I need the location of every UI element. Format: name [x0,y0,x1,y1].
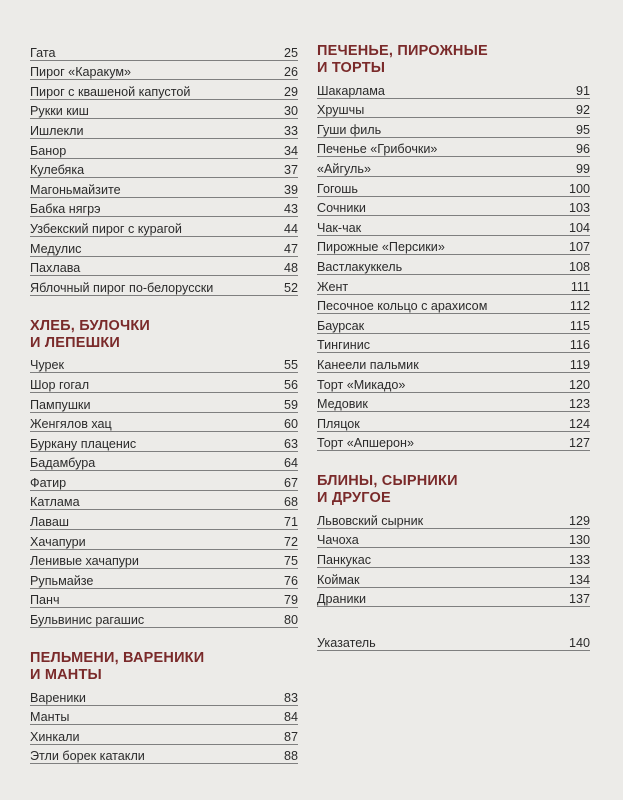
toc-entry[interactable] [30,550,298,570]
heading-line: И ДРУГОЕ [317,490,391,507]
toc-entry[interactable] [30,237,298,257]
entry-page: 76 [283,573,298,588]
toc-entry[interactable] [30,61,298,81]
entry-title: Гогошь [317,181,358,196]
toc-entry[interactable] [30,257,298,277]
toc-entry[interactable] [30,139,298,159]
entry-page: 71 [283,515,298,530]
toc-entry[interactable] [30,706,298,726]
toc-entry[interactable] [317,157,590,177]
heading-line: И ТОРТЫ [317,60,386,76]
entry-page: 95 [575,122,590,137]
entry-title: Пляцок [317,416,360,431]
entry-title: Сочники [317,201,366,216]
entry-title: Медулис [30,241,82,256]
entry-title: Гата [30,45,56,60]
entry-page: 116 [569,338,590,353]
entry-title: Указатель [317,635,376,650]
entry-title: Тингинис [317,338,371,353]
entry-title: Пирог с квашеной капустой [30,84,191,99]
entry-page: 112 [569,299,590,314]
entry-page: 124 [568,416,590,431]
entry-page: 60 [283,417,298,432]
entry-page: 127 [568,436,590,451]
entry-page: 63 [283,436,298,451]
toc-entry[interactable] [30,725,298,745]
entry-page: 103 [568,201,590,216]
dumplings-list [30,686,298,764]
entry-page: 123 [568,397,590,412]
toc-entry[interactable] [30,491,298,511]
entry-title: Канеели пальмик [317,357,419,372]
entry-page: 92 [575,103,590,118]
toc-entry[interactable] [30,589,298,609]
toc-entry[interactable] [317,275,590,295]
entry-page: 33 [283,123,298,138]
entry-title: Хинкали [30,729,80,744]
entry-title: Торт «Апшерон» [317,436,415,451]
entry-page: 107 [568,240,590,255]
entry-page: 91 [575,83,590,98]
entry-page: 140 [568,635,590,650]
entry-title: Чачоха [317,533,359,548]
entry-page: 55 [283,358,298,373]
toc-entry[interactable] [30,530,298,550]
toc-entry[interactable] [30,686,298,706]
entry-page: 44 [283,221,298,236]
entry-title: Яблочный пирог по-белорусски [30,280,214,295]
toc-entry[interactable] [30,198,298,218]
bread-list [30,354,298,628]
entry-page: 80 [283,613,298,628]
cakes-list [317,79,590,451]
entry-page: 99 [575,161,590,176]
entry-title: Магоньмайзите [30,182,121,197]
toc-entry[interactable] [317,216,590,236]
entry-page: 25 [283,45,298,60]
entry-title: Чурек [30,358,65,373]
entry-title: Вареники [30,690,86,705]
heading-line: ПЕЛЬМЕНИ, ВАРЕНИКИ [30,650,205,667]
toc-entry[interactable] [30,393,298,413]
index-entry[interactable] [317,631,590,651]
toc-entry[interactable] [317,548,590,568]
section-heading-cakes [317,43,590,77]
entry-title: Панч [30,593,60,608]
entry-title: Пампушки [30,397,91,412]
entry-title: Вастлакуккель [317,259,403,274]
entry-page: 47 [283,241,298,256]
toc-entry[interactable] [317,373,590,393]
entry-title: Манты [30,710,70,725]
entry-title: Бабка нягрэ [30,202,101,217]
entry-page: 43 [283,202,298,217]
pies-list [30,41,298,296]
right-column [317,41,590,651]
entry-title: Ишлекли [30,123,84,138]
toc-entry[interactable] [317,509,590,529]
toc-entry[interactable] [30,178,298,198]
heading-line: ПЕЧЕНЬЕ, ПИРОЖНЫЕ [317,43,488,59]
entry-title: Фатир [30,475,67,490]
toc-entry[interactable] [317,393,590,413]
toc-entry[interactable] [317,432,590,452]
toc-entry[interactable] [30,80,298,100]
toc-entry[interactable] [30,432,298,452]
toc-entry[interactable] [30,510,298,530]
entry-title: Катлама [30,495,80,510]
entry-page: 87 [283,729,298,744]
entry-page: 129 [568,513,590,528]
entry-page: 134 [568,572,590,587]
entry-page: 52 [283,280,298,295]
entry-page: 68 [283,495,298,510]
toc-entry[interactable] [317,177,590,197]
entry-title: Шор гогал [30,377,90,392]
toc-entry[interactable] [317,412,590,432]
entry-title: Медовик [317,397,368,412]
entry-title: Банор [30,143,67,158]
entry-title: Печенье «Грибочки» [317,142,438,157]
section-heading-bread [30,318,298,352]
entry-title: Гуши филь [317,122,382,137]
toc-entry[interactable] [317,138,590,158]
entry-title: Лаваш [30,515,69,530]
heading-line: БЛИНЫ, СЫРНИКИ [317,473,458,490]
toc-entry[interactable] [317,314,590,334]
left-column [30,41,298,764]
toc-entry[interactable] [317,529,590,549]
toc-entry[interactable] [30,373,298,393]
entry-page: 56 [283,377,298,392]
entry-title: Жент [317,279,349,294]
entry-title: Рупьмайзе [30,573,94,588]
entry-page: 34 [283,143,298,158]
entry-title: Чак-чак [317,220,362,235]
toc-entry[interactable] [30,413,298,433]
toc-entry[interactable] [30,100,298,120]
entry-title: Хачапури [30,534,86,549]
entry-title: Кулебяка [30,163,85,178]
entry-title: Буркану плаценис [30,436,137,451]
toc-entry[interactable] [317,118,590,138]
entry-page: 75 [283,554,298,569]
entry-title: Торт «Микадо» [317,377,406,392]
toc-entry[interactable] [317,197,590,217]
toc-entry[interactable] [30,119,298,139]
section-heading-pancakes [317,473,590,507]
heading-line: И МАНТЫ [30,667,102,684]
toc-entry[interactable] [317,334,590,354]
entry-title: Бульвинис рагашис [30,613,145,628]
toc-entry[interactable] [30,41,298,61]
entry-page: 29 [283,84,298,99]
toc-entry[interactable] [30,569,298,589]
entry-page: 111 [570,279,590,294]
entry-page: 115 [569,318,590,333]
entry-page: 119 [569,357,590,372]
entry-page: 130 [568,533,590,548]
entry-title: Рукки киш [30,104,89,119]
toc-entry[interactable] [30,354,298,374]
entry-page: 67 [283,475,298,490]
entry-title: «Айгуль» [317,161,371,176]
toc-entry[interactable] [30,452,298,472]
entry-title: Шакарлама [317,83,385,98]
entry-title: Хрушчы [317,103,365,118]
entry-page: 96 [575,142,590,157]
entry-page: 39 [283,182,298,197]
entry-page: 84 [283,710,298,725]
toc-entry[interactable] [317,295,590,315]
entry-title: Ленивые хачапури [30,554,139,569]
entry-title: Этли борек катакли [30,749,145,764]
entry-page: 120 [568,377,590,392]
entry-page: 79 [283,593,298,608]
entry-page: 100 [568,181,590,196]
entry-page: 48 [283,261,298,276]
entry-page: 108 [568,259,590,274]
entry-page: 59 [283,397,298,412]
toc-entry[interactable] [317,236,590,256]
toc-entry[interactable] [30,159,298,179]
spacer [317,607,590,631]
entry-title: Узбекский пирог с курагой [30,221,182,236]
entry-page: 137 [568,592,590,607]
heading-line: И ЛЕПЕШКИ [30,334,121,351]
entry-page: 37 [283,163,298,178]
entry-title: Пахлава [30,261,81,276]
toc-entry[interactable] [317,79,590,99]
toc-entry[interactable] [317,353,590,373]
entry-title: Баурсак [317,318,365,333]
heading-line: ХЛЕБ, БУЛОЧКИ [30,317,151,334]
entry-title: Пирожные «Персики» [317,240,445,255]
entry-page: 88 [283,749,298,764]
entry-page: 30 [283,104,298,119]
entry-page: 64 [283,456,298,471]
entry-page: 26 [283,65,298,80]
entry-title: Пирог «Каракум» [30,65,132,80]
entry-page: 72 [283,534,298,549]
entry-page: 104 [568,220,590,235]
pancakes-list [317,509,590,607]
entry-title: Львовский сырник [317,513,424,528]
toc-entry[interactable] [317,255,590,275]
entry-title: Бадамбура [30,456,96,471]
toc-entry[interactable] [30,276,298,296]
entry-title: Песочное кольцо с арахисом [317,299,488,314]
toc-entry[interactable] [317,588,590,608]
entry-title: Женгялов хац [30,417,112,432]
entry-title: Драники [317,592,367,607]
entry-page: 83 [283,690,298,705]
toc-entry[interactable] [30,745,298,765]
entry-title: Коймак [317,572,360,587]
toc-entry[interactable] [30,608,298,628]
entry-page: 133 [568,553,590,568]
toc-entry[interactable] [30,471,298,491]
toc-entry[interactable] [30,217,298,237]
section-heading-dumplings [30,650,298,684]
toc-entry[interactable] [317,99,590,119]
entry-title: Панкукас [317,553,372,568]
toc-entry[interactable] [317,568,590,588]
